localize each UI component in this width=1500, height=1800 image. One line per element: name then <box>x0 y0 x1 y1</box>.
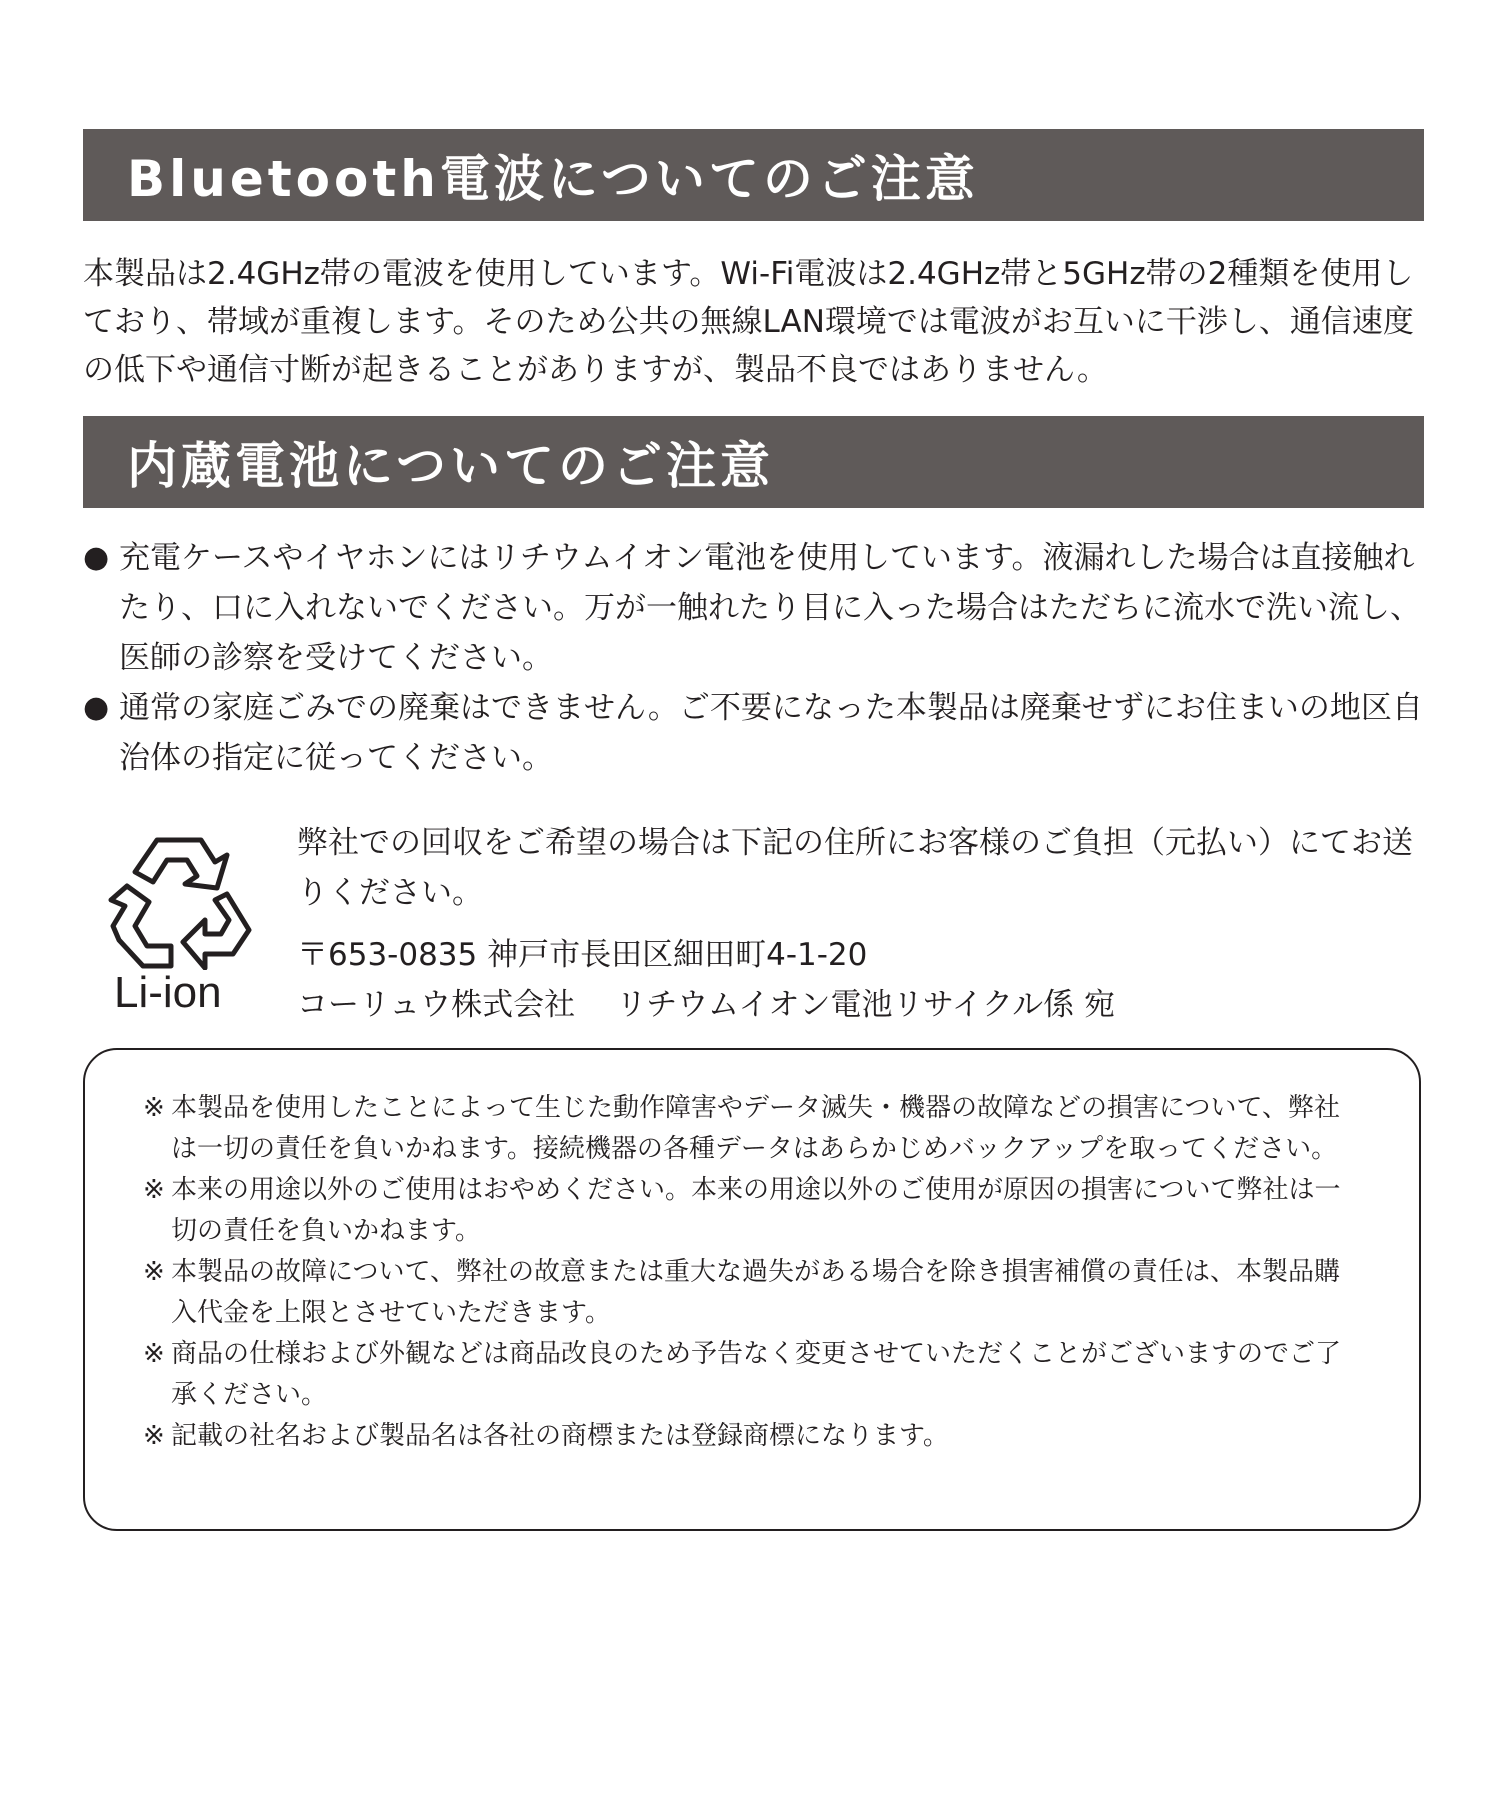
note-mark: ※ <box>143 1339 165 1369</box>
bluetooth-body: 本製品は2.4GHz帯の電波を使用しています。Wi-Fi電波は2.4GHz帯と5GHz帯の2種類を使用しており、帯域が重複します。そのため公共の無線LAN環境では電波がお互いに干渉し、通信速度の低下や通信寸断が起きることがありますが、製品不良ではありません。 <box>83 256 1414 388</box>
bluetooth-heading <box>83 129 1424 221</box>
bluetooth-heading-text: Bluetooth電波についてのご注意 <box>127 150 979 208</box>
note-mark: ※ <box>143 1257 165 1287</box>
bullet-icon: ● <box>83 690 110 725</box>
battery-bullet-list <box>83 533 1424 783</box>
disclaimer-text: 本来の用途以外のご使用はおやめください。本来の用途以外のご使用が原因の損害について弊社は一切の責任を負いかねます。 <box>171 1175 1341 1246</box>
note-mark: ※ <box>143 1421 165 1451</box>
disclaimer-text: 本製品を使用したことによって生じた動作障害やデータ滅失・機器の故障などの損害について、弊社は一切の責任を負いかねます。接続機器の各種データはあらかじめバックアップを取ってください。 <box>171 1093 1340 1164</box>
battery-bullet-item <box>83 683 1424 783</box>
note-mark: ※ <box>143 1093 165 1123</box>
li-ion-recycle-mark <box>100 830 260 1017</box>
recycle-icon <box>105 830 255 970</box>
return-text: 弊社での回収をご希望の場合は下記の住所にお客様のご負担（元払い）にてお送りください。 <box>297 825 1413 911</box>
disclaimer-text: 商品の仕様および外観などは商品改良のため予告なく変更させていただくことがございますのでご了承ください。 <box>171 1339 1342 1410</box>
disclaimer-item <box>143 1252 1361 1334</box>
li-ion-label: Li-ion <box>114 968 222 1017</box>
disclaimer-item <box>143 1416 1361 1457</box>
disclaimer-text: 本製品の故障について、弊社の故意または重大な過失がある場合を除き損害補償の責任は、本製品購入代金を上限とさせていただきます。 <box>171 1257 1340 1328</box>
disclaimer-item <box>143 1334 1361 1416</box>
note-mark: ※ <box>143 1175 165 1205</box>
battery-bullet-text: 通常の家庭ごみでの廃棄はできません。ご不要になった本製品は廃棄せずにお住まいの地区自治体の指定に従ってください。 <box>119 690 1423 776</box>
disclaimer-text: 記載の社名および製品名は各社の商標または登録商標になります。 <box>171 1421 949 1451</box>
disclaimer-list <box>143 1088 1361 1457</box>
disclaimer-item <box>143 1088 1361 1170</box>
disclaimer-item <box>143 1170 1361 1252</box>
return-address: 〒653-0835 神戸市長田区細田町4-1-20 <box>297 937 868 973</box>
return-instructions <box>297 818 1427 1030</box>
battery-heading-text: 内蔵電池についてのご注意 <box>127 437 774 495</box>
battery-heading <box>83 416 1424 508</box>
battery-bullet-item <box>83 533 1424 683</box>
bullet-icon: ● <box>83 540 110 575</box>
battery-bullet-text: 充電ケースやイヤホンにはリチウムイオン電池を使用しています。液漏れした場合は直接触れたり、口に入れないでください。万が一触れたり目に入った場合はただちに流水で洗い流し、医師の診察を受けてください。 <box>119 540 1421 676</box>
disclaimer-box <box>83 1048 1421 1531</box>
return-recipient: コーリュウ株式会社 リチウムイオン電池リサイクル係 宛 <box>297 987 1115 1023</box>
